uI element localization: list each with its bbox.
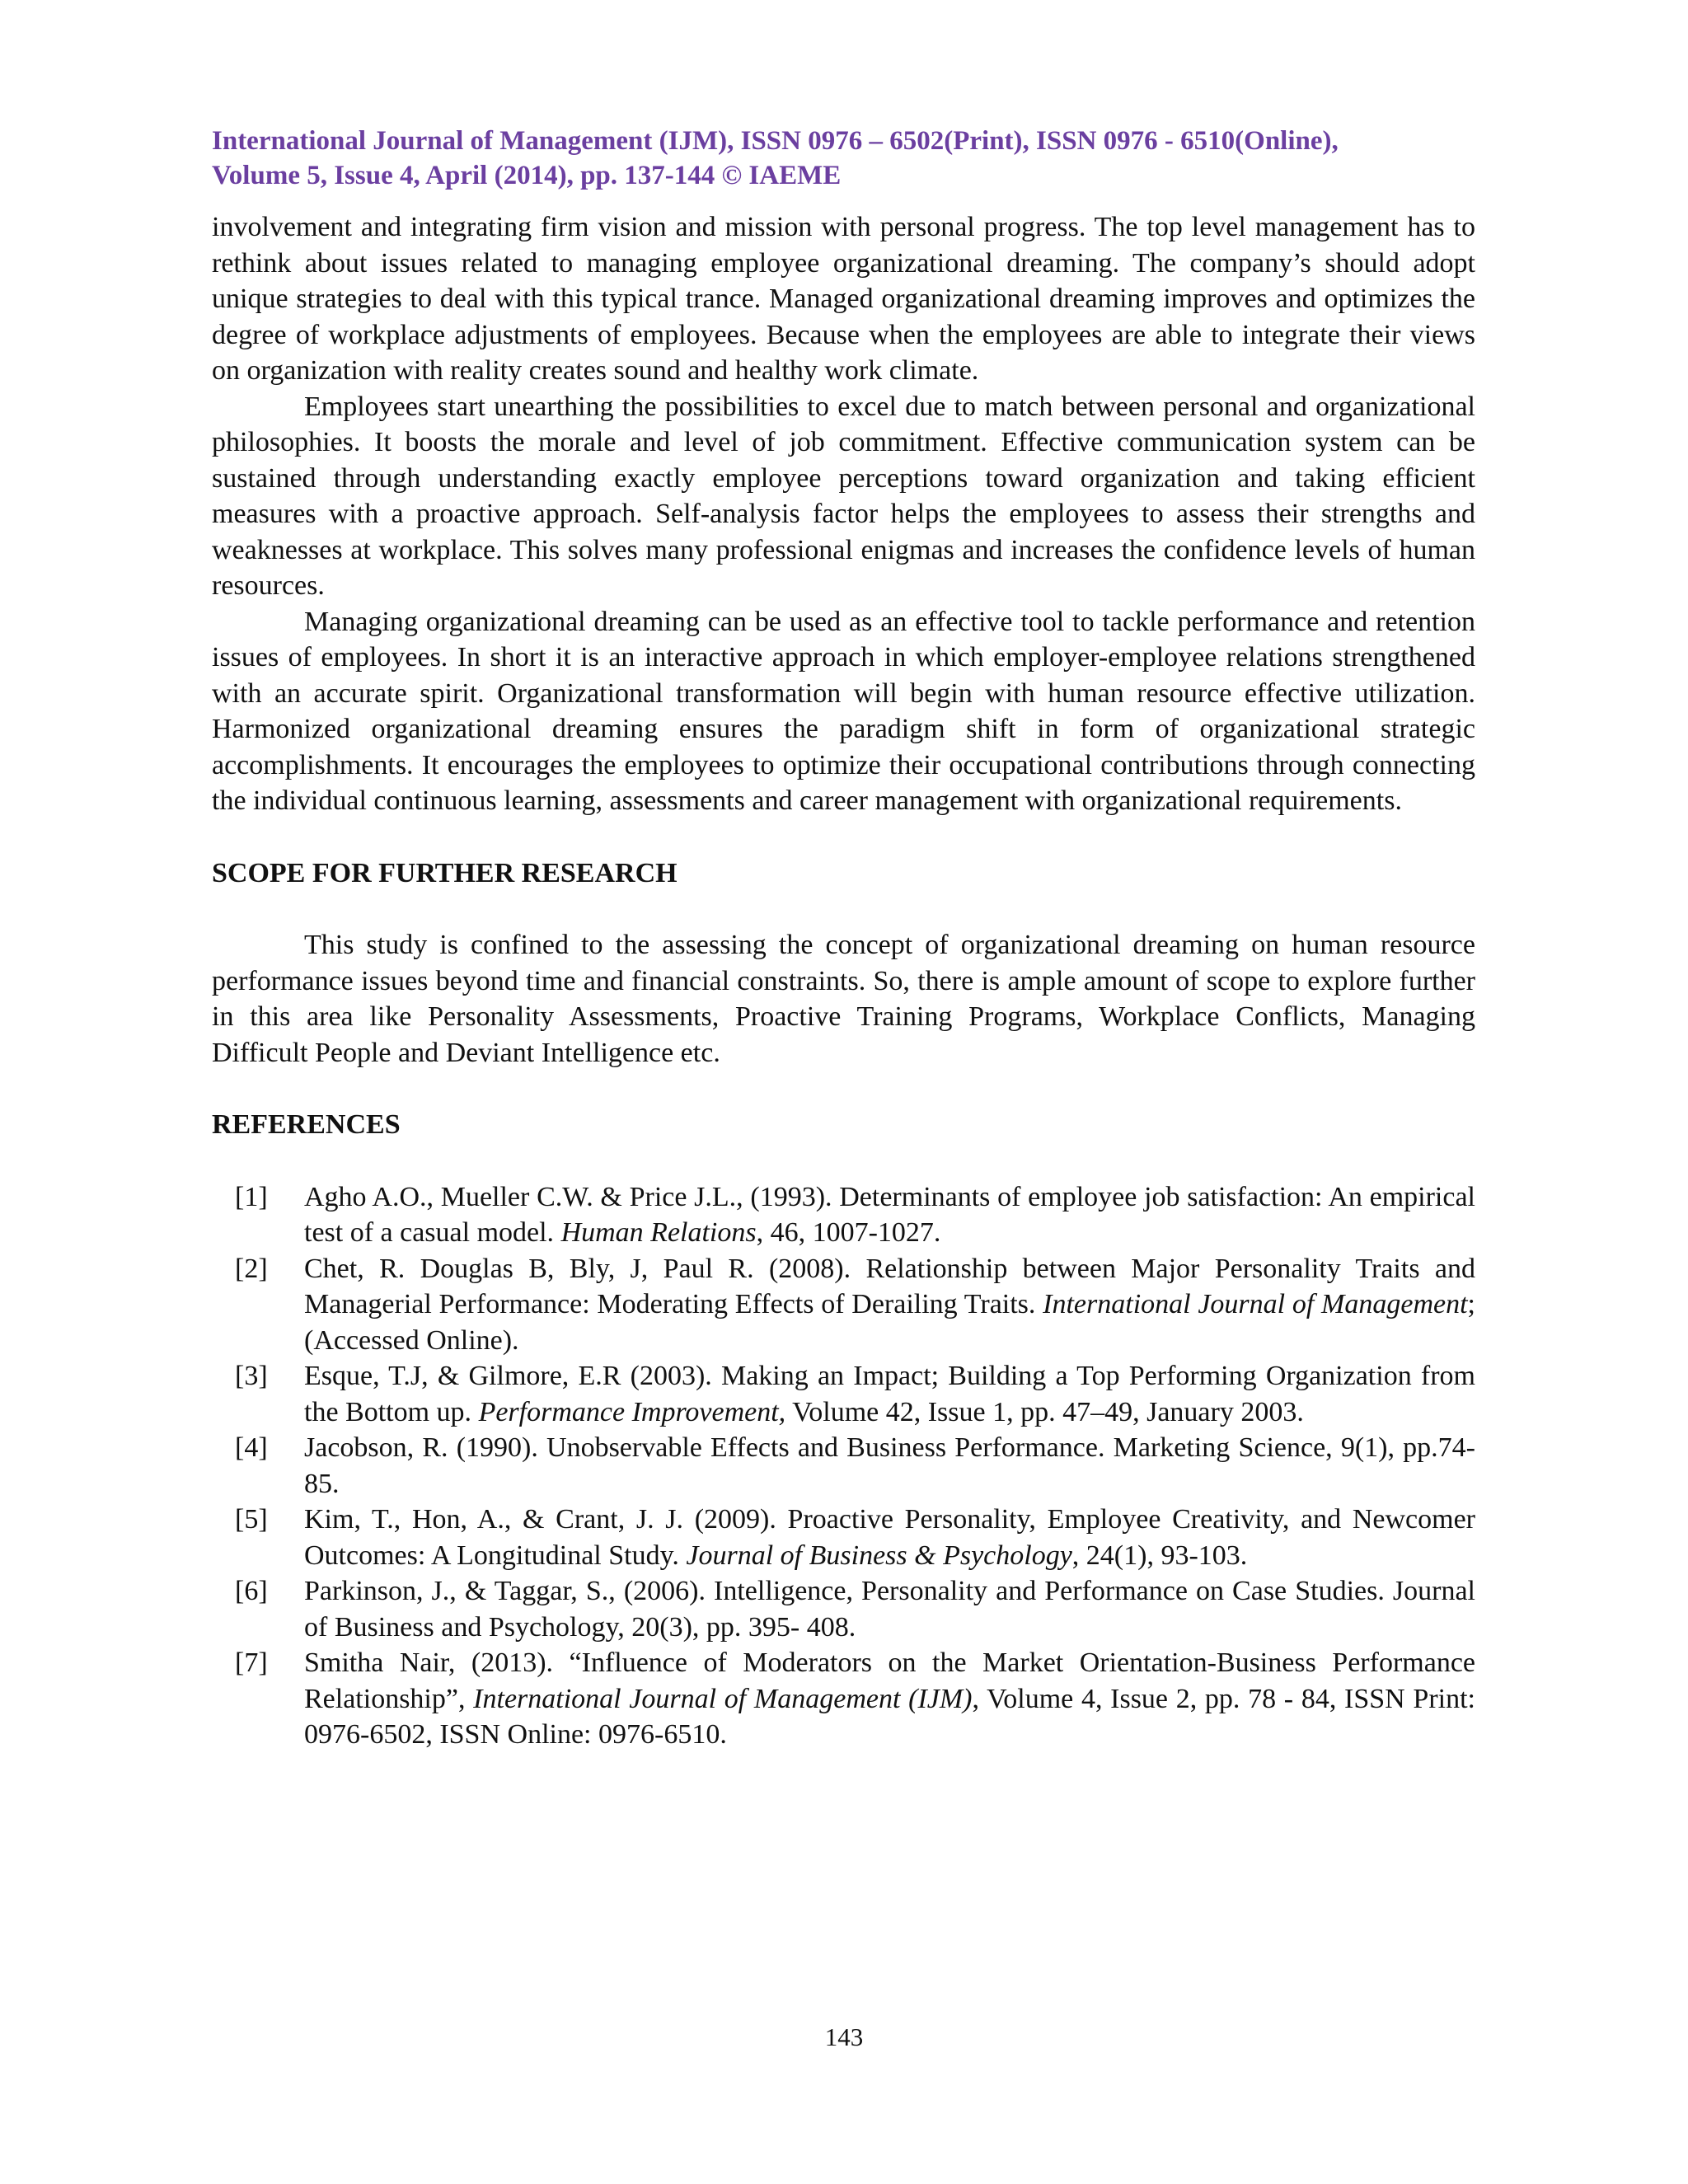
reference-source: Performance Improvement, <box>478 1396 786 1427</box>
reference-details: , 46, 1007-1027. <box>756 1217 941 1248</box>
reference-details: , 24(1), 93-103. <box>1071 1540 1248 1571</box>
reference-source: International Journal of Management (IJM) <box>473 1683 973 1714</box>
reference-text: Smitha Nair, (2013). “Influence of Moderators on the Market Orientation-Business Performance Relationship”, <box>304 1647 1475 1714</box>
reference-number: [6] <box>235 1576 268 1606</box>
scope-paragraph: This study is confined to the assessing the concept of organizational dreaming on human resource performance issues beyond time and financial constraints. So, there is ample amount of scope to explore further in this area like Personality Assessments, Proactive Training Programs, Workplace Conflicts, Managing Difficult People and Deviant Intelligence etc. <box>212 930 1475 1068</box>
page <box>212 124 1475 1753</box>
reference-text: Parkinson, J., & Taggar, S., (2006). Intelligence, Personality and Performance on Case Studies. Journal of Business and Psychology, 20(3), pp. 395- 408. <box>304 1576 1475 1643</box>
reference-item <box>212 1645 1475 1753</box>
reference-item <box>212 1430 1475 1502</box>
reference-number: [4] <box>235 1432 268 1463</box>
reference-number: [5] <box>235 1504 268 1535</box>
reference-number: [1] <box>235 1181 268 1212</box>
reference-text: Kim, T., Hon, A., & Crant, J. J. (2009). Proactive Personality, Employee Creativity, and Newcomer Outcomes: A Longitudinal Study. <box>304 1504 1475 1571</box>
reference-source: International Journal of Management <box>1043 1289 1468 1319</box>
references-heading: REFERENCES <box>212 1109 401 1140</box>
reference-item <box>212 1358 1475 1430</box>
reference-text: Chet, R. Douglas B, Bly, J, Paul R. (2008). Relationship between Major Personality Traits and Managerial Performance: Moderating Effects of Derailing Traits. <box>304 1253 1475 1319</box>
journal-header-line-1: International Journal of Management (IJM), ISSN 0976 – 6502(Print), ISSN 0976 - 6510(Online), <box>212 126 1339 156</box>
body-paragraph-3: Managing organizational dreaming can be used as an effective tool to tackle performance and retention issues of employees. In short it is an interactive approach in which employer-employee relations strengthened with an accurate spirit. Organizational transformation will begin with human resource effective utilization. Harmonized organizational dreaming ensures the paradigm shift in form of organizational strategic accomplishments. It encourages the employees to optimize their occupational contributions through connecting the individual continuous learning, assessments and career management with organizational requirements. <box>212 606 1475 816</box>
reference-text: Esque, T.J, & Gilmore, E.R (2003). Making an Impact; Building a Top Performing Organization from the Bottom up. <box>304 1361 1475 1427</box>
reference-source: Human Relations <box>560 1217 757 1248</box>
journal-header <box>212 124 1475 193</box>
scope-heading: SCOPE FOR FURTHER RESEARCH <box>212 857 678 888</box>
body-paragraph-1: involvement and integrating firm vision and mission with personal progress. The top level management has to rethink about issues related to managing employee organizational dreaming. The company’s should adopt unique strategies to deal with this typical trance. Managed organizational dreaming improves and optimizes the degree of workplace adjustments of employees. Because when the employees are able to integrate their views on organization with reality creates sound and healthy work climate. <box>212 212 1475 386</box>
reference-source: Journal of Business & Psychology <box>686 1540 1072 1571</box>
reference-number: [7] <box>235 1647 268 1678</box>
reference-details: , Volume 4, Issue 2, pp. 78 - 84, ISSN Print: 0976-6502, ISSN Online: 0976-6510. <box>304 1683 1475 1750</box>
reference-list <box>212 1179 1475 1753</box>
reference-item <box>212 1502 1475 1573</box>
body-paragraph-2: Employees start unearthing the possibilities to excel due to match between personal and organizational philosophies. It boosts the morale and level of job commitment. Effective communication system can be sustained through understanding exactly employee perceptions toward organization and taking efficient measures with a proactive approach. Self-analysis factor helps the employees to assess their strengths and weaknesses at workplace. This solves many professional enigmas and increases the confidence levels of human resources. <box>212 391 1475 601</box>
reference-text: Jacobson, R. (1990). Unobservable Effects and Business Performance. Marketing Science, 9(1), pp.74-85. <box>304 1432 1475 1499</box>
reference-details: Volume 42, Issue 1, pp. 47–49, January 2003. <box>785 1396 1304 1427</box>
reference-item <box>212 1179 1475 1251</box>
page-number: 143 <box>824 2022 864 2051</box>
reference-item <box>212 1573 1475 1645</box>
reference-number: [3] <box>235 1361 268 1391</box>
reference-text: Agho A.O., Mueller C.W. & Price J.L., (1993). Determinants of employee job satisfaction: An empirical test of a casual model. <box>304 1181 1475 1248</box>
journal-header-line-2: Volume 5, Issue 4, April (2014), pp. 137-144 © IAEME <box>212 161 842 190</box>
reference-number: [2] <box>235 1253 268 1284</box>
reference-details: ; (Accessed Online). <box>304 1289 1475 1356</box>
reference-item <box>212 1251 1475 1359</box>
